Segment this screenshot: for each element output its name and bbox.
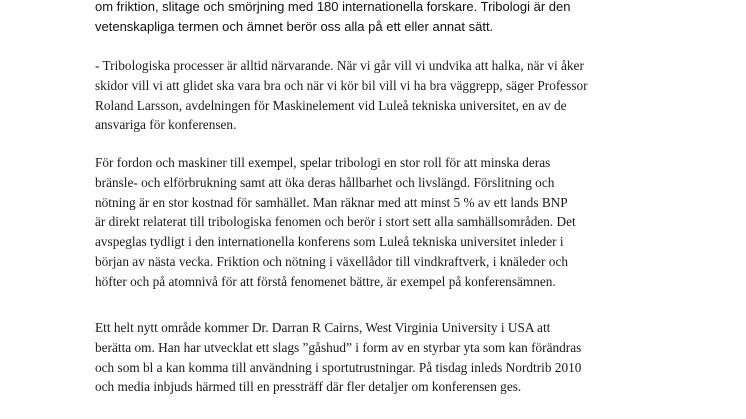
text-line: Ett helt nytt område kommer Dr. Darran R Cairns, West Virginia University i USA att	[95, 320, 551, 335]
text-line: - Tribologiska processer är alltid närvarande. När vi går vill vi undvika att halka, när vi åker	[95, 58, 584, 73]
text-line: är direkt relaterat till tribologiska fenomen och berör i stort sett alla samhällsområden. Det	[95, 214, 576, 230]
quote-paragraph	[95, 56, 715, 135]
text-line: nötning är en stor kostnad för samhället. Man räknar med att minst 5 % av ett lands BNP	[95, 194, 568, 210]
text-line: bränsle- och elförbrukning samt att öka deras hållbarhet och livslängd. Förslitning och	[95, 174, 555, 190]
intro-paragraph	[95, 0, 695, 37]
text-line: om friktion, slitage och smörjning med 180 internationella forskare. Tribologi är den	[95, 0, 571, 14]
text-line: skidor vill vi att glidet ska vara bra och när vi kör bil vill vi ha bra väggrepp, säger Professor	[95, 77, 588, 93]
text-line: och media inbjuds härmed till en pressträff där fler detaljer om konferensen ges.	[95, 379, 522, 395]
text-line: Roland Larsson, avdelningen för Maskinelement vid Luleå tekniska universitet, en av de	[95, 97, 567, 113]
text-line: berätta om. Han har utvecklat ett slags ”gåshud” i form av en styrbar yta som kan förändras	[95, 339, 582, 355]
text-line: början av nästa vecka. Friktion och nötning i växellådor till vindkraftverk, i knäleder och	[95, 253, 569, 269]
text-line: För fordon och maskiner till exempel, spelar tribologi en stor roll för att minska deras	[95, 155, 551, 170]
text-line: vetenskapliga termen och ämnet berör oss alla på ett eller annat sätt.	[95, 19, 494, 34]
body-paragraph	[95, 153, 715, 292]
closing-paragraph	[95, 318, 715, 397]
text-line: avspeglas tydligt i den internationella konferens som Luleå tekniska universitet inleder i	[95, 234, 564, 250]
text-line: och som bl a kan komma till användning i sportutrustningar. På tisdag inleds Nordtrib 2010	[95, 359, 582, 375]
text-line: höfter och på atomnivå för att förstå fenomenet bättre, är exempel på konferensämnen.	[95, 273, 556, 289]
text-line: ansvariga för konferensen.	[95, 117, 237, 133]
